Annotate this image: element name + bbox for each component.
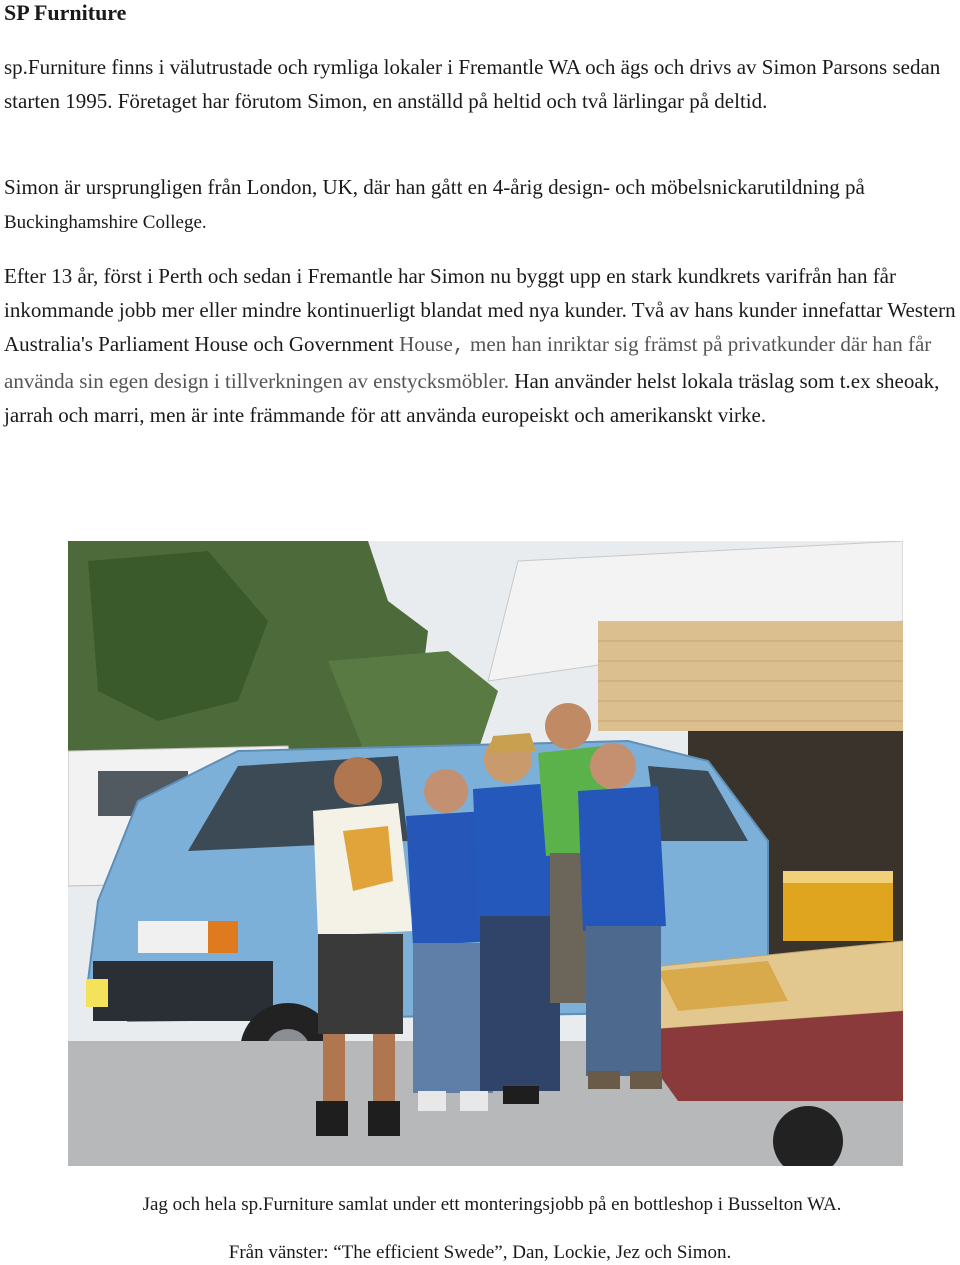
paragraph-customers [4,259,959,432]
customers-text-gray: men han inriktar sig främst på privatkunder där han får använda sin egen design i tillverkningen av enstycksmöbler. [4,332,932,393]
page-title: SP Furniture [4,0,127,25]
photo-caption: Jag och hela sp.Furniture samlat under ett monteringsjobb på en bottleshop i Busselton WA. [142,1194,842,1215]
house-word: House [399,332,453,356]
team-photo [68,541,903,1166]
customers-text-2: Han använder helst lokala träslag som t.ex sheoak, jarrah och marri, men är inte främmande för att använda europeiskt och amerikanskt virke. [4,369,940,427]
customers-text-1: Efter 13 år, först i Perth och sedan i Fremantle har Simon nu byggt upp en stark kundkrets varifrån han får inkommande jobb mer eller mindre kontinuerligt blandat med nya kunder. Två av hans kunder innefattar Western Australia's Parliament House och Government [4,264,956,356]
paragraph-intro: sp.Furniture finns i välutrustade och rymliga lokaler i Fremantle WA och ägs och drivs av Simon Parsons sedan starten 1995. Företaget har förutom Simon, en anställd på heltid och två lärlingar på deltid. [4,55,941,113]
house-comma: , [452,335,465,358]
paragraph-background [4,170,959,240]
college-name: Buckinghamshire College. [4,212,207,233]
paragraph-background-text: Simon är ursprungligen från London, UK, där han gått en 4-årig design- och möbelsnickarutildning på [4,175,865,199]
photo-credits: Från vänster: “The efficient Swede”, Dan, Lockie, Jez och Simon. [228,1242,732,1263]
